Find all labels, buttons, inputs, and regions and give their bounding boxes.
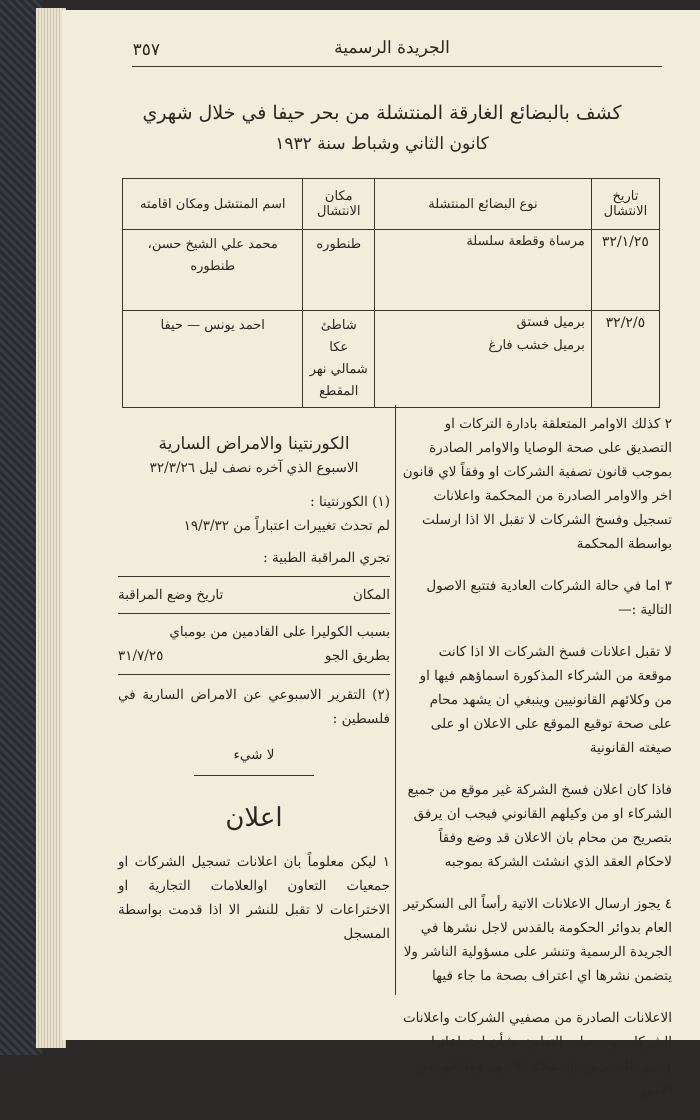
right-column — [402, 412, 672, 1120]
weekly-report-item: (٢) التقرير الاسبوعي عن الامراض السارية في فلسطين : — [118, 687, 390, 727]
observation-reason: بسبب الكوليرا على القادمين من بومباي — [169, 624, 390, 640]
left-column — [118, 412, 390, 946]
notice-paragraph: ٢ كذلك الاوامر المتعلقة بادارة التركات او التصديق على صحة الوصايا والاوامر الصادرة بموجب قانون تصفية الشركات او وفقاً لاي قانون اخر والاوامر الصادرة من المحكمة واعلانات تسجيل وفسخ الشركات لا تقبل الا اذا ارسلت بواسطة المحكمة — [402, 416, 672, 552]
goods-line: برميل خشب فارغ — [488, 338, 585, 353]
nothing-text: لا شيء — [233, 747, 275, 763]
table-header: مكان الانتشال — [303, 179, 375, 230]
table-rule — [118, 576, 390, 577]
name-line: طنطوره — [190, 259, 236, 274]
cell-place — [303, 311, 375, 408]
table-header-row — [123, 179, 660, 230]
section-rule — [194, 775, 314, 776]
running-head: الجريدة الرسمية — [334, 38, 450, 58]
notice-paragraph: فاذا كان اعلان فسخ الشركة غير موقع من جميع الشركاء او من وكيلهم القانوني فيجب ان يرفق بتصريح من محام بان الاعلان قد وضع وفقاً لاحكام العقد الذي انشئت الشركة بموجبه — [407, 782, 672, 870]
salvaged-goods-table — [122, 178, 660, 408]
table-rule — [118, 674, 390, 675]
page-subtitle: كانون الثاني وشباط سنة ١٩٣٢ — [275, 134, 489, 154]
header-rule — [132, 66, 662, 67]
cell-date: ٣٢/١/٢٥ — [591, 230, 659, 311]
observation-table-header — [118, 583, 390, 607]
ads-paragraph: ١ ليكن معلوماً بان اعلانات تسجيل الشركات او جمعيات التعاون اوالعلامات التجارية او الاختراعات لا تقبل للنشر الا اذا قدمت بواسطة المسجل — [118, 854, 390, 942]
page-number: ٣٥٧ — [132, 40, 160, 60]
quarantine-subheading: تجري المراقبة الطبية : — [263, 550, 390, 566]
cell-place: طنطوره — [303, 230, 375, 311]
observation-route: بطريق الجو — [324, 648, 390, 664]
week-line: الاسبوع الذي آخره نصف ليل ٣٢/٣/٢٦ — [149, 460, 359, 476]
notice-paragraph: ٤ يجوز ارسال الاعلانات الاتية رأساً الى السكرتير العام بدوائر الحكومة بالقدس لاجل نشرها في الجريدة الرسمية وتنشر على مسؤولية الناشر ولا يتضمن نشرها اي اعتراف بصحة ما جاء فيها — [403, 896, 672, 984]
table-row — [123, 230, 660, 311]
quarantine-text: لم تحدث تغييرات اعتباراً من ١٩/٣/٣٢ — [183, 518, 390, 534]
document-page — [62, 10, 700, 1098]
observation-date: ٣١/٧/٢٥ — [118, 648, 164, 664]
table-rule — [118, 613, 390, 614]
cell-goods — [375, 230, 592, 311]
col-place: المكان — [352, 587, 390, 603]
column-divider — [395, 405, 396, 995]
cell-date: ٣٢/٢/٥ — [591, 311, 659, 408]
place-line: شاطئ عكا — [320, 318, 357, 355]
ads-heading: اعلان — [225, 803, 283, 833]
notice-paragraph: الاعلانات الصادرة من مصفيي الشركات واعلانات الشركات وجمعيات التعاون بشأن اجتماعاتها وتعيين المديرين واستهلاك الاسهم وما اليها من الامور — [402, 1010, 672, 1098]
observation-row — [118, 644, 390, 668]
quarantine-heading: الكورنتينا والامراض السارية — [158, 434, 350, 454]
table-header: اسم المنتشل ومكان اقامته — [123, 179, 303, 230]
table-row — [123, 311, 660, 408]
page-title: كشف بالبضائع الغارقة المنتشلة من بحر حيفا في خلال شهري — [142, 102, 622, 124]
goods-line: برميل فستق — [516, 315, 585, 330]
table-header: نوع البضائع المنتشلة — [375, 179, 592, 230]
name-line: احمد يونس — حيفا — [160, 318, 265, 333]
name-line: محمد علي الشيخ حسن، — [147, 237, 278, 252]
cell-name — [123, 230, 303, 311]
quarantine-item: (١) الكورنتينا : — [310, 494, 390, 510]
place-line: شمالي نهر — [309, 362, 368, 377]
col-date: تاريخ وضع المراقبة — [118, 587, 224, 603]
cell-name — [123, 311, 303, 408]
cell-goods — [375, 311, 592, 408]
place-line: المقطع — [319, 384, 359, 399]
notice-paragraph: لا تقبل اعلانات فسخ الشركات الا اذا كانت موقعة من الشركاء المذكورة اسماؤهم فيها او من وكلائهم القانونيين وينبغي ان يشهد محام على صحة توقيع الموقع على الاعلان او على صيغته القانونية — [419, 644, 672, 756]
notice-paragraph: ٣ اما في حالة الشركات العادية فتتبع الاصول التالية :— — [426, 578, 672, 618]
table-header: تاريخ الانتشال — [591, 179, 659, 230]
goods-line: مرساة وقطعة سلسلة — [466, 234, 585, 249]
